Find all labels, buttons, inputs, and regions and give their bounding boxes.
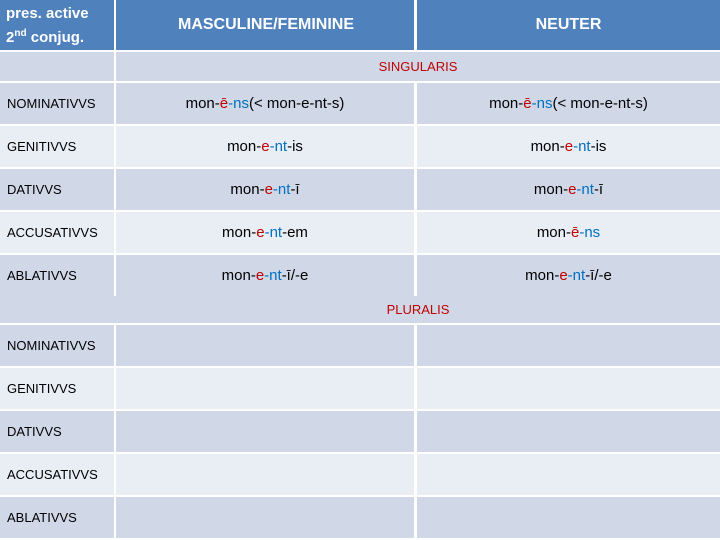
form-segment: -nt	[576, 181, 594, 198]
form-segment: -nt	[567, 267, 586, 284]
plural-row-neuter-form	[417, 368, 720, 409]
form-segment: e	[264, 181, 273, 198]
form-segment: mon-	[489, 95, 524, 112]
form-segment: e	[564, 138, 574, 155]
singular-row-case-label: GENITIVVS	[0, 126, 114, 167]
form-segment: (< mon-e-nt-s)	[552, 95, 648, 112]
plural-row-masc-fem-form	[116, 411, 414, 452]
plural-row-case-label: NOMINATIVVS	[0, 325, 114, 366]
singular-row-neuter-form	[417, 255, 720, 296]
form-segment: -ns	[531, 95, 553, 112]
form-segment: -ī/-e	[585, 267, 612, 284]
corner-line-2: 2nd conjug.	[6, 28, 85, 46]
section-banner-singularis: SINGULARIS	[0, 52, 720, 81]
form-segment: e	[261, 138, 270, 155]
form-segment: -nt	[573, 138, 591, 155]
singular-row-case-label: DATIVVS	[0, 169, 114, 210]
column-divider-2	[414, 0, 417, 52]
form-segment: e	[568, 181, 577, 198]
form-segment: -ī	[593, 181, 604, 198]
form-segment: -is	[287, 138, 303, 155]
form-segment: mon-	[533, 181, 569, 198]
form-segment: (< mon-e-nt-s)	[248, 95, 345, 112]
form-segment: mon-	[536, 224, 571, 241]
form-segment: mon-	[525, 267, 560, 284]
form-segment: -ns	[579, 224, 601, 241]
form-segment: mon-	[227, 138, 262, 155]
form-segment: ē	[219, 95, 229, 112]
singular-row-masc-fem-form	[116, 169, 414, 210]
form-segment: -ī/-e	[281, 267, 309, 284]
singular-row-masc-fem-form	[116, 212, 414, 253]
plural-row-masc-fem-form	[116, 368, 414, 409]
form-segment: e	[256, 224, 265, 241]
form-segment: -ī	[290, 181, 300, 198]
column-header-masculine-feminine: MASCULINE/FEMININE	[116, 0, 414, 50]
plural-row-neuter-form	[417, 497, 720, 538]
form-segment: -is	[590, 138, 607, 155]
plural-row-case-label: GENITIVVS	[0, 368, 114, 409]
plural-row-masc-fem-form	[116, 497, 414, 538]
table-corner-label	[0, 0, 114, 50]
plural-row-neuter-form	[417, 325, 720, 366]
singular-row-masc-fem-form	[116, 255, 414, 296]
plural-row-masc-fem-form	[116, 325, 414, 366]
form-segment: -nt	[272, 181, 291, 198]
plural-row-case-label: ACCUSATIVVS	[0, 454, 114, 495]
singular-row-masc-fem-form	[116, 126, 414, 167]
form-segment: mon-	[222, 224, 257, 241]
form-segment: e	[255, 267, 265, 284]
plural-row-neuter-form	[417, 411, 720, 452]
column-header-neuter: NEUTER	[417, 0, 720, 50]
singular-row-neuter-form	[417, 83, 720, 124]
singular-row-case-label: NOMINATIVVS	[0, 83, 114, 124]
form-segment: mon-	[530, 138, 565, 155]
form-segment: -em	[282, 224, 308, 241]
form-segment: mon-	[221, 267, 256, 284]
form-segment: -nt	[269, 138, 288, 155]
form-segment: ē	[523, 95, 532, 112]
form-segment: mon-	[185, 95, 220, 112]
plural-row-masc-fem-form	[116, 454, 414, 495]
form-segment: -ns	[228, 95, 249, 112]
singular-row-case-label: ACCUSATIVVS	[0, 212, 114, 253]
singular-row-case-label: ABLATIVVS	[0, 255, 114, 296]
singular-row-neuter-form	[417, 212, 720, 253]
singular-row-neuter-form	[417, 126, 720, 167]
form-segment: ē	[571, 224, 580, 241]
form-segment: -nt	[264, 267, 282, 284]
singular-row-neuter-form	[417, 169, 720, 210]
plural-row-neuter-form	[417, 454, 720, 495]
singular-row-masc-fem-form	[116, 83, 414, 124]
plural-row-case-label: DATIVVS	[0, 411, 114, 452]
corner-line-1: pres. active	[6, 5, 89, 22]
form-segment: mon-	[230, 181, 265, 198]
section-banner-pluralis: PLURALIS	[0, 296, 720, 323]
form-segment: e	[559, 267, 568, 284]
plural-row-case-label: ABLATIVVS	[0, 497, 114, 538]
form-segment: -nt	[264, 224, 283, 241]
